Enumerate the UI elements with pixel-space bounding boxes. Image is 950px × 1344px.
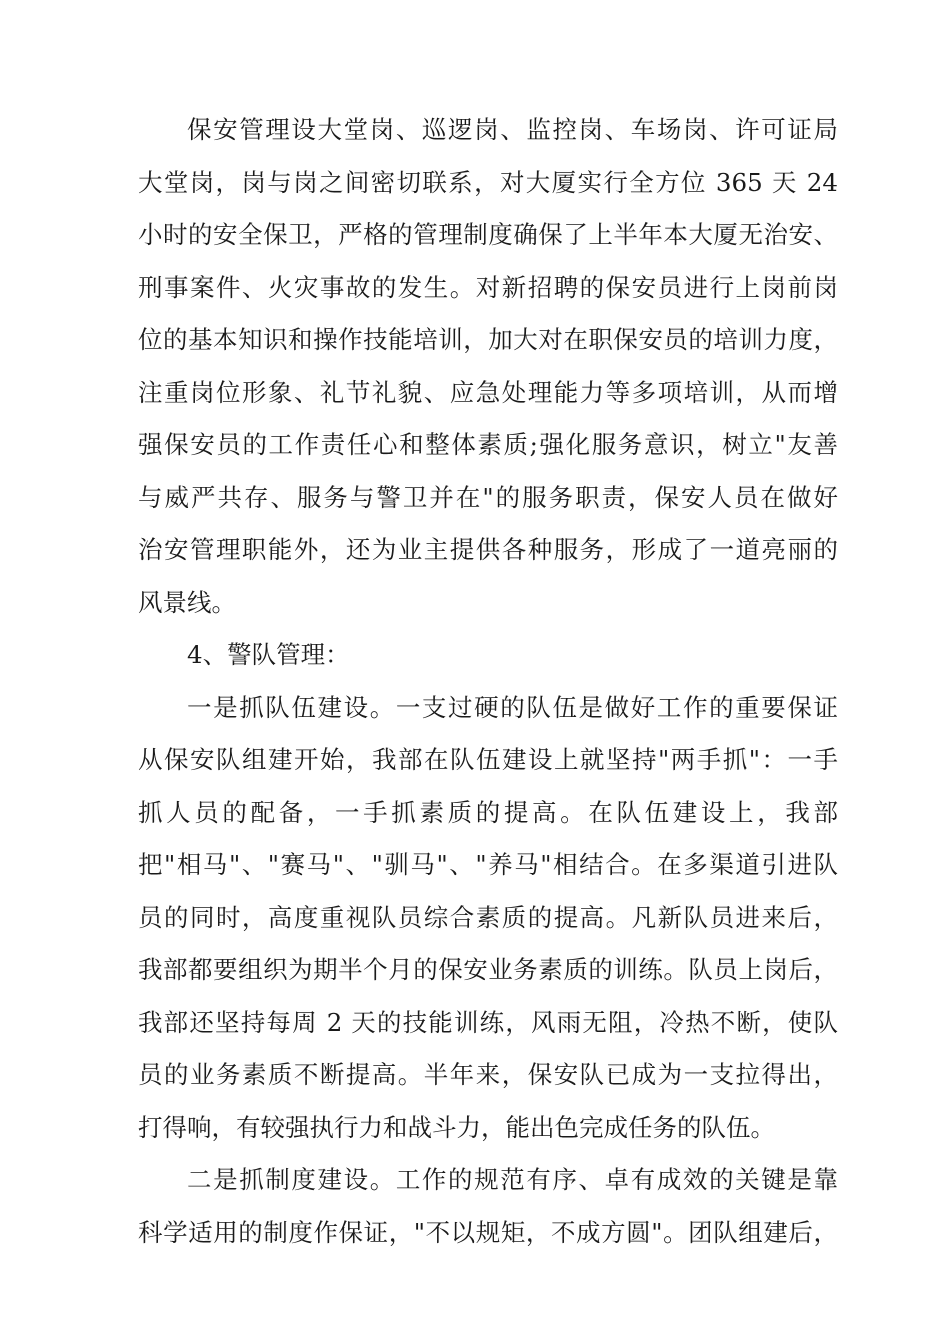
text-line: 一是抓队伍建设。一支过硬的队伍是做好工作的重要保证 <box>187 692 838 722</box>
text-line: 保安管理设大堂岗、巡逻岗、监控岗、车场岗、许可证局 <box>187 115 838 144</box>
text-line: 员的同时，高度重视队员综合素质的提高。凡新队员进来后， <box>138 902 838 932</box>
text-line: 打得响，有较强执行力和战斗力，能出色完成任务的队伍。 <box>138 1112 775 1142</box>
text-line: 注重岗位形象、礼节礼貌、应急处理能力等多项培训，从而增 <box>138 377 838 407</box>
text-line: 抓人员的配备，一手抓素质的提高。在队伍建设上，我部 <box>138 797 838 827</box>
text-line: 与威严共存、服务与警卫并在"的服务职责，保安人员在做好 <box>138 482 838 512</box>
paragraph-security-management <box>138 104 838 629</box>
paragraph-system-building <box>138 1154 838 1259</box>
text-line: 二是抓制度建设。工作的规范有序、卓有成效的关键是靠 <box>187 1165 838 1194</box>
text-line: 风景线。 <box>138 587 236 617</box>
text-line: 科学适用的制度作保证，"不以规矩，不成方圆"。团队组建后， <box>138 1217 838 1247</box>
text-line: 小时的安全保卫，严格的管理制度确保了上半年本大厦无治安、 <box>138 220 838 249</box>
section-heading: 4、警队管理： <box>187 640 350 669</box>
paragraph-team-building <box>138 682 838 1155</box>
text-line: 把"相马"、"赛马"、"驯马"、"养马"相结合。在多渠道引进队 <box>138 850 838 879</box>
text-line: 刑事案件、火灾事故的发生。对新招聘的保安员进行上岗前岗 <box>138 272 838 302</box>
text-line: 我部都要组织为期半个月的保安业务素质的训练。队员上岗后， <box>138 955 838 984</box>
text-line: 从保安队组建开始，我部在队伍建设上就坚持"两手抓"：一手 <box>138 745 838 774</box>
text-line: 强保安员的工作责任心和整体素质;强化服务意识，树立"友善 <box>138 430 838 459</box>
section-heading-team-management <box>138 629 838 682</box>
text-line: 员的业务素质不断提高。半年来，保安队已成为一支拉得出， <box>138 1060 838 1089</box>
text-line: 大堂岗，岗与岗之间密切联系，对大厦实行全方位 365 天 24 <box>138 167 838 197</box>
text-line: 治安管理职能外，还为业主提供各种服务，形成了一道亮丽的 <box>138 535 838 564</box>
text-line: 我部还坚持每周 2 天的技能训练，风雨无阻，冷热不断，使队 <box>138 1007 838 1037</box>
document-body <box>138 104 838 1259</box>
text-line: 位的基本知识和操作技能培训，加大对在职保安员的培训力度， <box>138 325 838 354</box>
